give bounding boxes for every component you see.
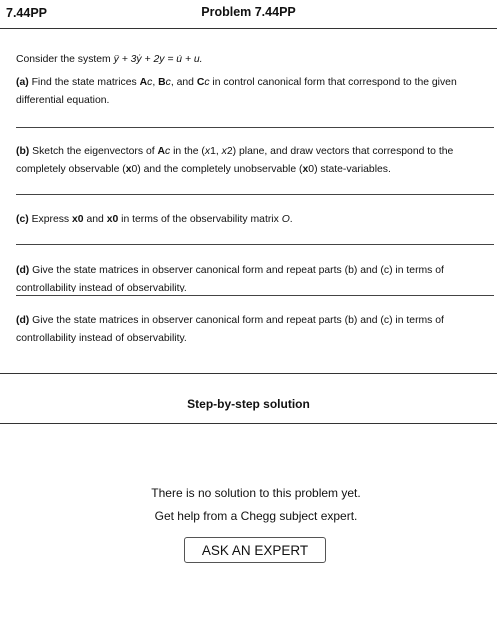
vector-x0: x0 bbox=[72, 214, 84, 225]
problem-intro bbox=[16, 51, 494, 69]
period: . bbox=[289, 214, 293, 225]
part-d-text: Give the state matrices in observer canonical form and repeat parts (b) and (c) in terms of controllability instead of observability. bbox=[16, 315, 444, 344]
help-message: Get help from a Chegg subject expert. bbox=[154, 509, 358, 523]
and-text: , and bbox=[170, 77, 197, 88]
solution-title: Step-by-step solution bbox=[187, 397, 310, 411]
subscript: c bbox=[165, 77, 171, 88]
matrix-o: O bbox=[281, 214, 290, 225]
part-d bbox=[16, 312, 494, 348]
and-text: and bbox=[83, 214, 107, 225]
part-b-text: ) state-variables. bbox=[314, 164, 391, 175]
part-b-text: ) plane, and draw vectors that correspond to the completely observable ( bbox=[16, 146, 454, 175]
matrix-a: A bbox=[157, 146, 166, 157]
index: 0 bbox=[308, 164, 315, 175]
solution-header-top-border bbox=[0, 373, 497, 374]
part-b-text: Sketch the eigenvectors of bbox=[29, 146, 158, 157]
page-title: Problem 7.44PP bbox=[201, 5, 296, 19]
differential-equation: ÿ + 3ẏ + 2y = u̇ + u. bbox=[113, 54, 203, 65]
matrix-c: C bbox=[196, 77, 205, 88]
top-bar bbox=[0, 0, 497, 29]
part-c-label: (c) bbox=[16, 214, 29, 225]
variable-x: x bbox=[221, 146, 227, 157]
divider bbox=[16, 127, 494, 128]
part-b bbox=[16, 143, 494, 179]
problem-code: 7.44PP bbox=[6, 6, 48, 20]
comma: , bbox=[152, 77, 159, 88]
index: 0 bbox=[131, 164, 138, 175]
part-c bbox=[16, 211, 494, 229]
subscript: c bbox=[147, 77, 153, 88]
subscript: c bbox=[204, 77, 210, 88]
solution-header-bottom-border bbox=[0, 423, 497, 424]
part-a bbox=[16, 74, 494, 110]
part-c-text: in terms of the observability matrix bbox=[118, 214, 282, 225]
part-d-label: (d) bbox=[16, 315, 30, 326]
intro-text: Consider the system bbox=[16, 54, 114, 65]
divider bbox=[16, 194, 494, 195]
variable-x: x bbox=[204, 146, 211, 157]
index: 2 bbox=[226, 146, 233, 157]
part-a-label: (a) bbox=[16, 77, 29, 88]
no-solution-message: There is no solution to this problem yet. bbox=[151, 486, 361, 500]
divider bbox=[16, 244, 494, 245]
divider bbox=[16, 295, 494, 296]
part-d-text: Give the state matrices in observer canonical form and repeat parts (b) and (c) in terms of controllability instead of observability. bbox=[16, 265, 444, 292]
subscript: c bbox=[165, 146, 171, 157]
vector-x: x bbox=[125, 164, 132, 175]
matrix-b: B bbox=[158, 77, 166, 88]
vector-x0: x0 bbox=[106, 214, 119, 225]
part-b-label: (b) bbox=[16, 146, 30, 157]
vector-x: x bbox=[302, 164, 309, 175]
ask-an-expert-button[interactable]: ASK AN EXPERT bbox=[184, 537, 326, 563]
part-d-label: (d) bbox=[16, 265, 30, 276]
index: 1 bbox=[210, 146, 216, 157]
comma: , bbox=[215, 146, 222, 157]
matrix-a: A bbox=[139, 77, 148, 88]
part-b-text: in the ( bbox=[170, 146, 205, 157]
part-a-text: in control canonical form that correspond to the given differential equation. bbox=[16, 77, 457, 106]
part-c-text: Express bbox=[28, 214, 73, 225]
part-d-clipped bbox=[16, 262, 494, 292]
part-b-text: ) and the completely unobservable ( bbox=[137, 164, 303, 175]
part-a-text: Find the state matrices bbox=[28, 77, 140, 88]
